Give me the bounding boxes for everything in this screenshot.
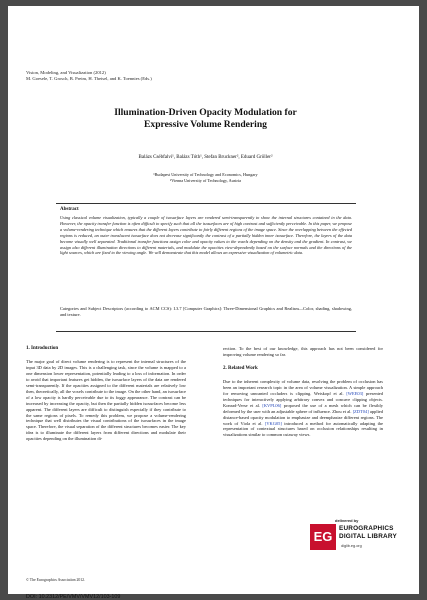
paper-title [0, 107, 411, 131]
citation-link[interactable]: [KVPL06] [262, 402, 282, 408]
copyright-notice: © The Eurographics Association 2012. [26, 578, 86, 582]
affiliations [0, 172, 411, 183]
related-text-part-5: introduced a method for automatically adapting the representation of contextual structures based on occlusion relationships resulting in visualizations similar to common cutaway views. [223, 420, 383, 438]
delivered-by-label: delivered by [335, 518, 359, 523]
eg-name-line-1: EUROGRAPHICS [339, 525, 394, 532]
doi-label: DOI: 10.2312/PE/VMV/VMV12/103-109 [26, 594, 121, 600]
citation-link[interactable]: [VKG05] [264, 420, 282, 426]
editors-line: M. Goesele, T. Grosch, B. Preim, H. Theisel, and K. Toennies (Eds.) [26, 76, 152, 81]
related-text-part-2: presented techniques for interactively applying arbitrary convex and concave clipping objects. Konrad-Verse et al. [223, 390, 383, 408]
related-text-part-4: applied distance-based opacity modulation to emphasize and deemphasize different regions. The work of Viola et al. [223, 408, 383, 426]
eg-name-line-2: DIGITAL LIBRARY [339, 533, 397, 540]
related-work-text [223, 379, 383, 439]
abstract-bottom-rule [56, 331, 356, 332]
introduction-continuation: rection. To the best of our knowledge, this approach has not been considered for improving volume rendering so far. [223, 346, 383, 357]
introduction-text: The major goal of direct volume rendering is to represent the internal structures of the input 3D data by 2D images. This is a challenging task, since the volume is mapped to a one dimension lower representation, potentially leading to a loss of information. In order to avoid that important features get hidden, the isosurface layers of the data are rendered semi-transparently. If the opacities assigned to the different materials are relatively low then, theoretically, all the voxels contribute to the image. On the other hand, an isosurface of a low opacity is hardly perceivable due to its foggy appearance. The contrast can be increased by increasing the opacity, but then the partially hidden isosurfaces become less apparent. The different layers are difficult to distinguish especially if they contribute to the same regions of pixels. To remedy this problem, we propose a volume-rendering technique that well distributes the visual contributions of the isosurfaces in the image space. Therefore, the visual separation of the different structures becomes easier. The key idea is to illuminate the different layers from different directions and modulate their opacities depending on the illumination di- [26, 358, 186, 442]
citation-link[interactable]: [ZDT04] [352, 408, 369, 414]
acm-categories: Categories and Subject Descriptors (according to ACM CCS): I.3.7 [Computer Graphics]: Three-Dimensional Graphics and Realism—Color, shading, shadowing, and texture. [60, 306, 352, 317]
abstract-top-rule [56, 203, 356, 204]
paper-page [8, 6, 419, 594]
section-heading-related-work: 2. Related Work [223, 365, 258, 371]
affiliation-2: ²Vienna University of Technology, Austria [170, 177, 241, 183]
related-text-part-1: Due to the inherent complexity of volume data, resolving the problem of occlusion has been an important research topic in the area of volume visualization. A simple approach for removing unwanted occluders is clipping. Weiskopf et al. [223, 378, 383, 396]
venue-header [26, 70, 152, 82]
author-list: Balázs Csébfalvi¹, Balázs Tóth¹, Stefan Bruckner², Eduard Gröller² [138, 155, 273, 160]
diglib-url[interactable]: diglib.eg.org [341, 544, 362, 548]
affiliation-1: ¹Budapest University of Technology and Economics, Hungary [153, 172, 258, 177]
related-text-part-3: proposed the use of a mesh which can be flexibly deformed by the user with an adjustable sphere of influence. Zhou et al. [223, 402, 383, 414]
left-column [26, 346, 186, 442]
eurographics-logo: EG [310, 524, 336, 550]
right-column [223, 346, 383, 438]
eurographics-digital-library-badge[interactable] [339, 525, 397, 541]
abstract-heading: Abstract [60, 207, 79, 212]
citation-link[interactable]: [WEE03] [346, 390, 364, 396]
section-heading-introduction: 1. Introduction [26, 346, 59, 351]
venue-line: Vision, Modeling, and Visualization (2012) [26, 70, 106, 75]
title-line-2: Expressive Volume Rendering [144, 119, 267, 130]
title-line-1: Illumination-Driven Opacity Modulation for [114, 107, 297, 118]
abstract-text: Using classical volume visualization, typically a couple of isosurface layers are rendered semi-transparently to show the internal structures contained in the data. However, the opacity transfer function is often difficult to specify such that all the isosurfaces are of high contrast and sufficiently perceivable. In this paper, we propose a volume-rendering technique which ensures that the different layers contribute to fairly different regions of the image space. Since the overlapping between the effected regions is reduced, an outer translucent isosurface does not decrease significantly the contrast of a partially hidden inner isosurface. Therefore, the layers of the data become visually well separated. Traditional transfer functions assign color and opacity values to the voxels depending on the density and the gradient. In contrast, we assign also different illumination directions to different materials, and modulate the opacities view-dependently based on the surface normals and the directions of the light sources, which are fixed to the viewing angle. We will demonstrate that this model allows an expressive visualization of volumetric data. [60, 215, 352, 256]
